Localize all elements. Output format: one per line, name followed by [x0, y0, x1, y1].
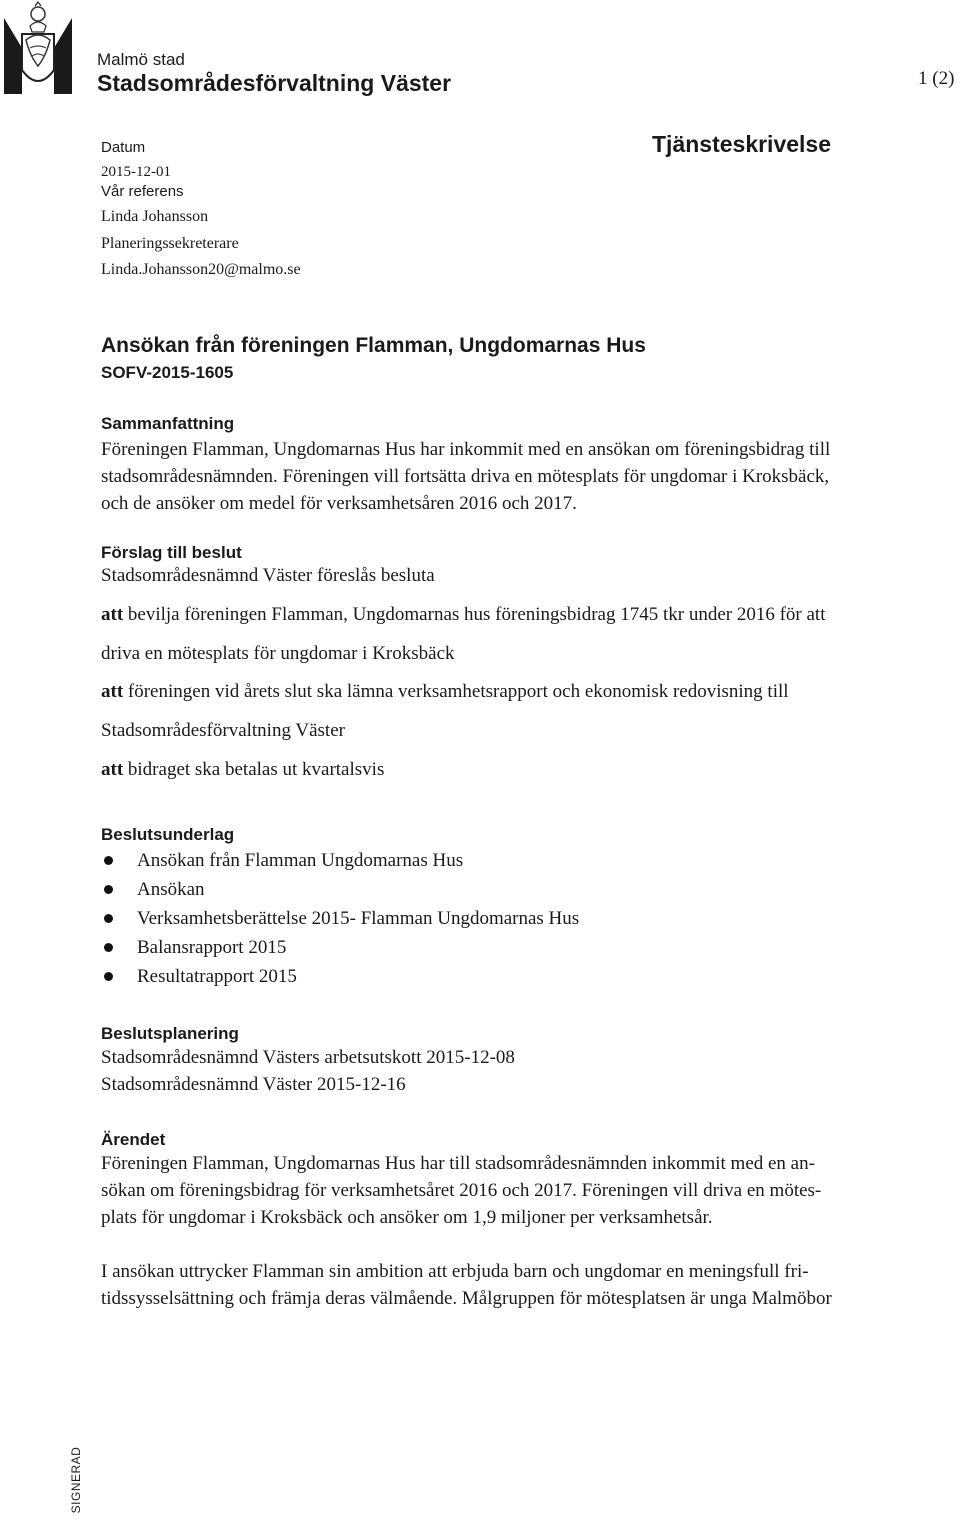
- list-item: [101, 879, 205, 901]
- planning-line: Stadsområdesnämnd Väster 2015-12-16: [101, 1074, 406, 1095]
- city-name: Malmö stad: [97, 50, 185, 69]
- department-name: Stadsområdesförvaltning Väster: [97, 70, 452, 96]
- basis-heading: Beslutsunderlag: [101, 825, 235, 844]
- matter-heading: Ärendet: [101, 1130, 166, 1149]
- date-label: Datum: [101, 139, 146, 156]
- proposal-item-2: [101, 681, 789, 703]
- reference-label: Vår referens: [101, 183, 184, 200]
- matter-paragraph-line: Föreningen Flamman, Ungdomarnas Hus har till stadsområdesnämnden inkommit med en an-: [101, 1153, 815, 1174]
- matter-paragraph-line: plats för ungdomar i Kroksbäck och ansöker om 1,9 miljoner per verksamhetsår.: [101, 1207, 713, 1228]
- malmo-coat-of-arms-logo: [2, 0, 74, 96]
- bullet-icon: [104, 914, 113, 923]
- proposal-item-text: bidraget ska betalas ut kvartalsvis: [127, 759, 385, 780]
- summary-line: och de ansöker om medel för verksamhetsåren 2016 och 2017.: [101, 493, 577, 514]
- proposal-item-3: [101, 759, 384, 781]
- list-item: [101, 966, 297, 988]
- list-item-text: Verksamhetsberättelse 2015- Flamman Ungdomarnas Hus: [137, 908, 580, 929]
- reference-title: Planeringssekreterare: [101, 235, 239, 252]
- att-keyword: att: [101, 681, 124, 702]
- matter-paragraph-line: sökan om föreningsbidrag för verksamhetsåret 2016 och 2017. Föreningen vill driva en mötes-: [101, 1180, 822, 1201]
- summary-text: [101, 436, 960, 517]
- list-item-text: Ansökan från Flamman Ungdomarnas Hus: [137, 850, 464, 871]
- reference-email: Linda.Johansson20@malmo.se: [101, 261, 301, 278]
- list-item-text: Resultatrapport 2015: [137, 966, 297, 987]
- list-item-text: Ansökan: [137, 879, 205, 900]
- bullet-icon: [104, 972, 113, 981]
- list-item: [101, 908, 579, 930]
- bullet-icon: [104, 856, 113, 865]
- signed-label-text: SIGNERAD: [69, 1446, 83, 1514]
- page-number: 1 (2): [918, 68, 955, 89]
- signed-stamp-label: [52, 1428, 100, 1532]
- matter-paragraph-line: I ansökan uttrycker Flamman sin ambition att erbjuda barn och ungdomar en meningsfull fri-: [101, 1261, 809, 1282]
- list-item: [101, 937, 286, 959]
- att-keyword: att: [101, 604, 124, 625]
- summary-line: stadsområdesnämnden. Föreningen vill fortsätta driva en mötesplats för ungdomar i Kroksbäck,: [101, 466, 830, 487]
- summary-heading: Sammanfattning: [101, 414, 235, 433]
- proposal-item-text: bevilja föreningen Flamman, Ungdomarnas hus föreningsbidrag 1745 tkr under 2016 för att: [127, 604, 826, 625]
- reference-name: Linda Johansson: [101, 208, 209, 225]
- proposal-intro: Stadsområdesnämnd Väster föreslås besluta: [101, 565, 435, 586]
- planning-heading: Beslutsplanering: [101, 1024, 239, 1043]
- case-number: SOFV-2015-1605: [101, 363, 234, 382]
- document-type: Tjänsteskrivelse: [652, 131, 832, 157]
- proposal-item-1-continued: driva en mötesplats för ungdomar i Kroksbäck: [101, 643, 455, 664]
- planning-line: Stadsområdesnämnd Västers arbetsutskott 2015-12-08: [101, 1047, 515, 1068]
- proposal-item-1: [101, 604, 825, 626]
- list-item-text: Balansrapport 2015: [137, 937, 287, 958]
- att-keyword: att: [101, 759, 124, 780]
- document-title: Ansökan från föreningen Flamman, Ungdomarnas Hus: [101, 334, 646, 357]
- bullet-icon: [104, 943, 113, 952]
- date-value: 2015-12-01: [101, 164, 171, 180]
- proposal-item-text: föreningen vid årets slut ska lämna verksamhetsrapport och ekonomisk redovisning till: [127, 681, 789, 702]
- summary-line: Föreningen Flamman, Ungdomarnas Hus har inkommit med en ansökan om föreningsbidrag till: [101, 439, 831, 460]
- bullet-icon: [104, 885, 113, 894]
- list-item: [101, 850, 463, 872]
- matter-paragraph-line: tidssysselsättning och främja deras välmående. Målgruppen för mötesplatsen är unga Malmöbor: [101, 1288, 832, 1309]
- proposal-heading: Förslag till beslut: [101, 543, 242, 562]
- proposal-item-2-continued: Stadsområdesförvaltning Väster: [101, 720, 345, 741]
